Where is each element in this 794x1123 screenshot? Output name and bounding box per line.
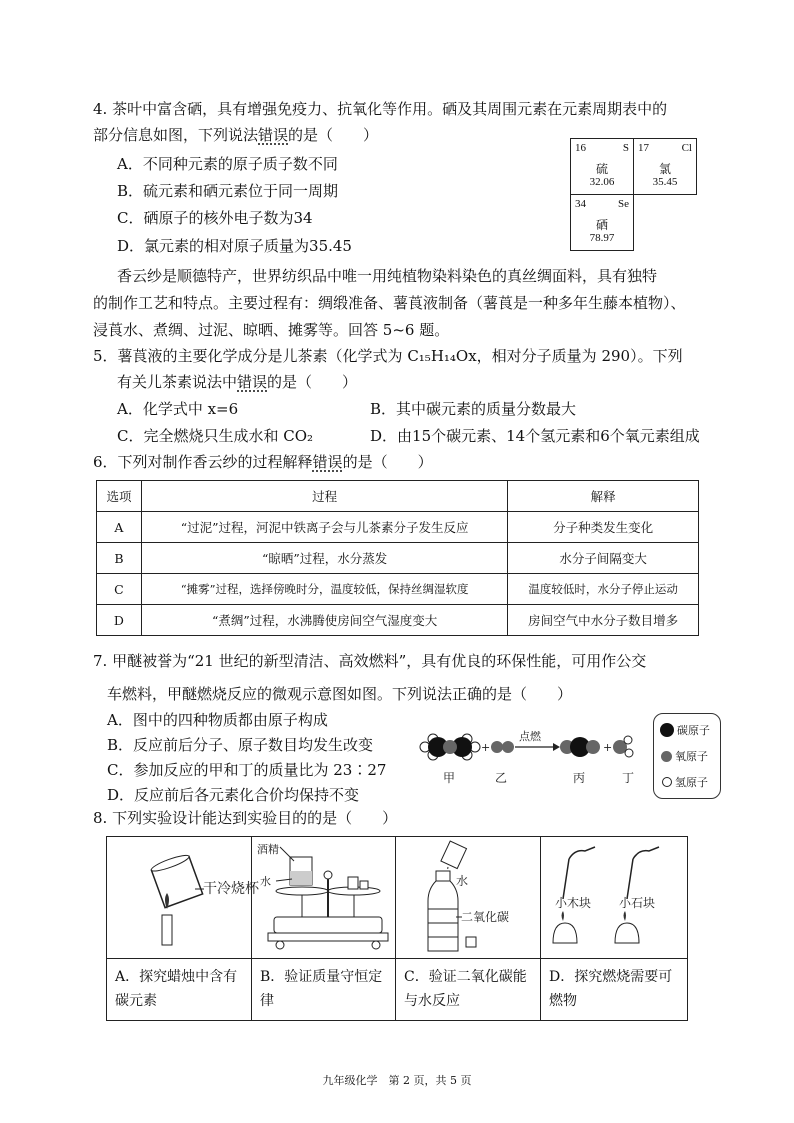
label-yi: 乙 <box>495 771 508 785</box>
table-cell: 分子种类发生变化 <box>508 512 699 543</box>
table-cell: A <box>97 512 142 543</box>
q4-option-b: B．硫元素和硒元素位于同一周期 <box>117 182 339 200</box>
emphasis-error: 错误 <box>258 126 289 144</box>
figure-balance <box>252 837 395 957</box>
table-row <box>97 605 699 636</box>
q5-option-d: D．由15个碳元素、14个氢元素和6个氧元素组成 <box>370 427 700 445</box>
q7-option-b: B．反应前后分子、原子数目均发生改变 <box>107 736 374 754</box>
table-cell: 房间空气中水分子数目增多 <box>508 605 699 636</box>
table-header-row <box>97 481 699 512</box>
table-cell: C <box>97 574 142 605</box>
label-water: 水 <box>456 874 469 888</box>
label-dry-cold-beaker-1: 干冷烧杯 <box>203 881 259 897</box>
q4-option-c: C．硒原子的核外电子数为34 <box>117 209 313 227</box>
intro-line3: 浸莨水、煮绸、过泥、晾晒、摊雾等。回答 5~6 题。 <box>93 321 450 339</box>
legend-oxygen: 氧原子 <box>660 748 708 764</box>
table-cell: 温度较低时，水分子停止运动 <box>508 574 699 605</box>
page-footer: 九年级化学 第 2 页，共 5 页 <box>322 1074 472 1087</box>
reaction-diagram <box>415 722 645 787</box>
legend-carbon: 碳原子 <box>660 722 710 738</box>
q8-caption-c: C．验证二氧化碳能与水反应 <box>404 969 527 1009</box>
q5-stem-line2: 有关儿茶素说法中错误的是（ ） <box>117 373 358 391</box>
hydrogen-atom-icon <box>662 777 672 787</box>
carbon-atom-icon <box>660 723 674 737</box>
q8-caption-d: D．探究燃烧需要可燃物 <box>549 969 673 1009</box>
table-cell: “煮绸”过程，水沸腾使房间空气湿度变大 <box>141 605 507 636</box>
legend-hydrogen: 氢原子 <box>660 774 708 790</box>
q4-stem-line2: 部分信息如图，下列说法错误的是（ ） <box>93 126 379 144</box>
q7-option-d: D．反应前后各元素化合价均保持不变 <box>107 786 360 804</box>
oxygen-atom-icon <box>661 751 672 762</box>
molecule-jia <box>420 734 480 760</box>
label-carbon-dioxide: 二氧化碳 <box>461 910 510 924</box>
q8-figure-table <box>106 836 688 1021</box>
reaction-condition: 点燃 <box>519 730 541 743</box>
reaction-arrow <box>515 743 560 751</box>
table-row <box>97 543 699 574</box>
label-alcohol: 酒精 <box>257 843 279 856</box>
q7-option-a: A．图中的四种物质都由原子构成 <box>107 711 328 729</box>
q7-stem-line2: 车燃料，甲醚燃烧反应的微观示意图如图。下列说法正确的是（ ） <box>107 685 573 703</box>
label-ding: 丁 <box>622 771 635 785</box>
plus-sign: + <box>481 741 491 754</box>
molecule-bing <box>560 737 600 757</box>
plus-sign: + <box>603 741 613 754</box>
table-cell: “晾晒”过程，水分蒸发 <box>141 543 507 574</box>
label-small-stone: 小石块 <box>619 896 656 910</box>
label-small-wood: 小木块 <box>555 896 592 910</box>
q8-caption-b: B．验证质量守恒定律 <box>260 969 383 1009</box>
q6-table <box>96 480 699 636</box>
figure-bottle-co2 <box>396 837 540 957</box>
figure-tongs-burners <box>541 837 686 957</box>
atom-legend <box>653 713 721 799</box>
element-cell-s: 16 S 硫 32.06 <box>570 138 634 195</box>
table-cell: “过泥”过程，河泥中铁离子会与儿茶素分子发生反应 <box>141 512 507 543</box>
table-row <box>97 574 699 605</box>
q4-option-a: A．不同种元素的原子质子数不同 <box>117 155 338 173</box>
table-header: 选项 <box>97 481 142 512</box>
table-cell: B <box>97 543 142 574</box>
q5-option-b: B．其中碳元素的质量分数最大 <box>370 400 577 418</box>
q8-stem: 8. 下列实验设计能达到实验目的的是（ ） <box>93 809 398 827</box>
emphasis-error: 错误 <box>312 453 343 471</box>
label-jia: 甲 <box>443 771 456 785</box>
q4-option-d: D．氯元素的相对原子质量为35.45 <box>117 237 352 255</box>
label-bing: 丙 <box>573 771 586 785</box>
table-row <box>97 512 699 543</box>
molecule-ding <box>613 736 633 757</box>
q7-option-c: C．参加反应的甲和丁的质量比为 23∶27 <box>107 761 387 779</box>
table-header: 解释 <box>508 481 699 512</box>
figure-candle-beaker <box>107 837 259 957</box>
q8-caption-a: A．探究蜡烛中含有碳元素 <box>115 969 238 1009</box>
table-cell: “摊雾”过程，选择傍晚时分，温度较低，保持丝绸湿软度 <box>141 574 507 605</box>
q5-option-a: A．化学式中 x=6 <box>117 400 239 418</box>
q7-stem-line1: 7. 甲醚被誉为“21 世纪的新型清洁、高效燃料”，具有优良的环保性能，可用作公交 <box>93 652 647 670</box>
table-header: 过程 <box>141 481 507 512</box>
q5-stem-line1: 5．薯莨液的主要化学成分是儿茶素（化学式为 C₁₅H₁₄Ox，相对分子质量为 290）。下列 <box>93 347 683 365</box>
q6-stem: 6．下列对制作香云纱的过程解释错误的是（ ） <box>93 453 433 471</box>
q4-stem-line1: 4. 茶叶中富含硒，具有增强免疫力、抗氧化等作用。硒及其周围元素在元素周期表中的 <box>93 100 668 118</box>
table-cell: D <box>97 605 142 636</box>
label-water: 水 <box>260 875 271 888</box>
intro-line1: 香云纱是顺德特产，世界纺织品中唯一用纯植物染料染色的真丝绸面料，具有独特 <box>117 267 658 285</box>
intro-line2: 的制作工艺和特点。主要过程有：绸缎准备、薯莨液制备（薯莨是一种多年生藤本植物）、 <box>93 294 686 312</box>
table-cell: 水分子间隔变大 <box>508 543 699 574</box>
element-cell-se: 34 Se 硒 78.97 <box>570 194 634 251</box>
element-cell-cl: 17 Cl 氯 35.45 <box>633 138 697 195</box>
emphasis-error: 错误 <box>237 373 268 391</box>
molecule-yi <box>491 741 514 753</box>
q5-option-c: C．完全燃烧只生成水和 CO₂ <box>117 427 314 445</box>
